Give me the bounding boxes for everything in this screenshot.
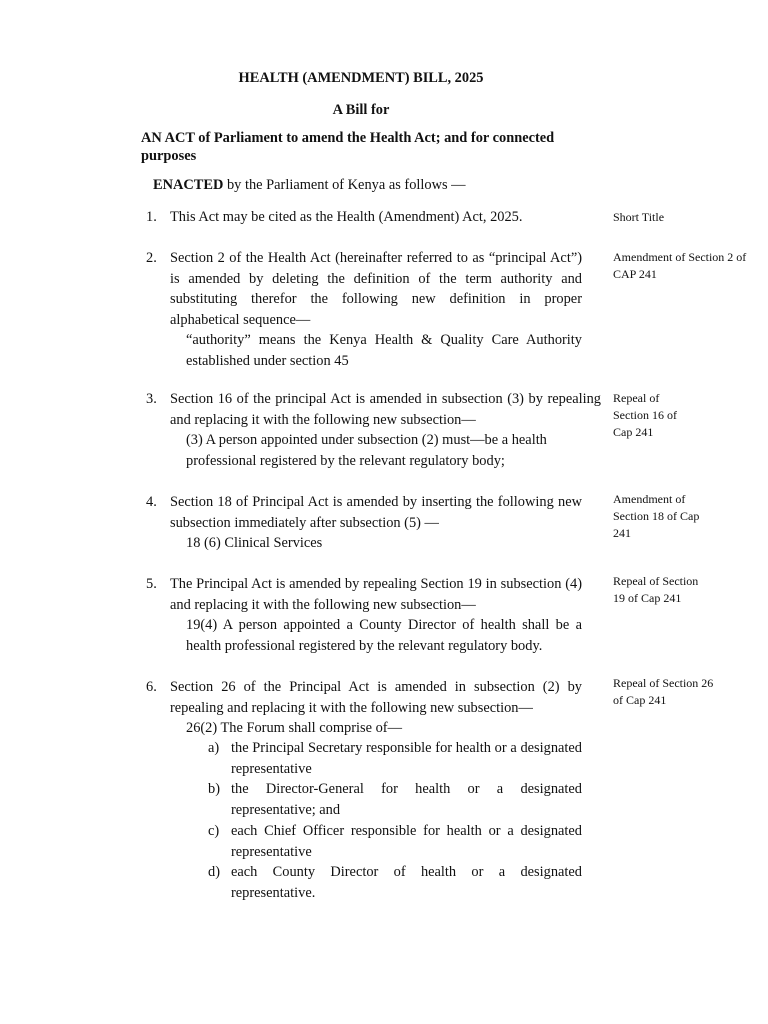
section-2-text: Section 2 of the Health Act (hereinafter referred to as “principal Act”) is amended by deleting the definition of the term authority and substituting therefor the following new definition in proper alphabetical sequence—: [170, 250, 582, 329]
section-6-text: Section 26 of the Principal Act is amended in subsection (2) by repealing and replacing it with the following new subsection—: [170, 679, 582, 716]
list-item: the Principal Secretary responsible for health or a designated representative: [231, 740, 582, 777]
list-item: each Chief Officer responsible for health or a designated representative: [231, 823, 582, 860]
section-5-number: 5.: [146, 576, 157, 592]
section-3-number: 3.: [146, 391, 157, 407]
section-3-subsection: (3) A person appointed under subsection (2) must—be a health professional registered by the relevant regulatory body;: [186, 432, 547, 469]
bill-subtitle: A Bill for: [332, 102, 390, 118]
section-1-text: This Act may be cited as the Health (Amendment) Act, 2025.: [170, 209, 523, 225]
section-4-text: Section 18 of Principal Act is amended by inserting the following new subsection immediately after subsection (5) —: [170, 494, 582, 531]
section-5-note: Repeal of Section 19 of Cap 241: [613, 574, 699, 605]
section-2-number: 2.: [146, 250, 157, 266]
list-item-label: d): [208, 864, 220, 880]
long-title: AN ACT of Parliament to amend the Health Act; and for connected purposes: [141, 130, 555, 164]
section-1-note: Short Title: [613, 210, 665, 224]
section-5-subsection: 19(4) A person appointed a County Director of health shall be a health professional registered by the relevant regulatory body.: [186, 617, 582, 654]
list-item-label: b): [208, 781, 220, 797]
list-item: each County Director of health or a designated representative.: [231, 864, 582, 901]
section-2-note: Amendment of Section 2 of CAP 241: [613, 250, 747, 281]
section-6-note: Repeal of Section 26 of Cap 241: [613, 676, 714, 707]
section-4-note: Amendment of Section 18 of Cap 241: [613, 492, 700, 540]
enacting-keyword: ENACTED: [153, 177, 224, 193]
section-6-subsection: 26(2) The Forum shall comprise of—: [186, 720, 402, 736]
section-3-text: Section 16 of the principal Act is amended in subsection (3) by repealing and replacing it with the following new subsection—: [170, 391, 601, 428]
section-4-number: 4.: [146, 494, 157, 510]
list-item-label: a): [208, 740, 220, 756]
list-item: the Director-General for health or a designated representative; and: [231, 781, 582, 818]
section-6-number: 6.: [146, 679, 157, 695]
section-4-subsection: 18 (6) Clinical Services: [186, 535, 323, 551]
enacting-text: by the Parliament of Kenya as follows —: [223, 177, 466, 193]
section-2-definition: “authority” means the Kenya Health & Quality Care Authority established under section 45: [186, 332, 582, 369]
section-5-text: The Principal Act is amended by repealing Section 19 in subsection (4) and replacing it with the following new subsection—: [170, 576, 582, 613]
enacting-clause: [153, 175, 466, 196]
section-3-note: Repeal of Section 16 of Cap 241: [613, 391, 677, 439]
list-item-label: c): [208, 823, 220, 839]
section-1-number: 1.: [146, 209, 157, 225]
bill-title: HEALTH (AMENDMENT) BILL, 2025: [238, 70, 484, 86]
